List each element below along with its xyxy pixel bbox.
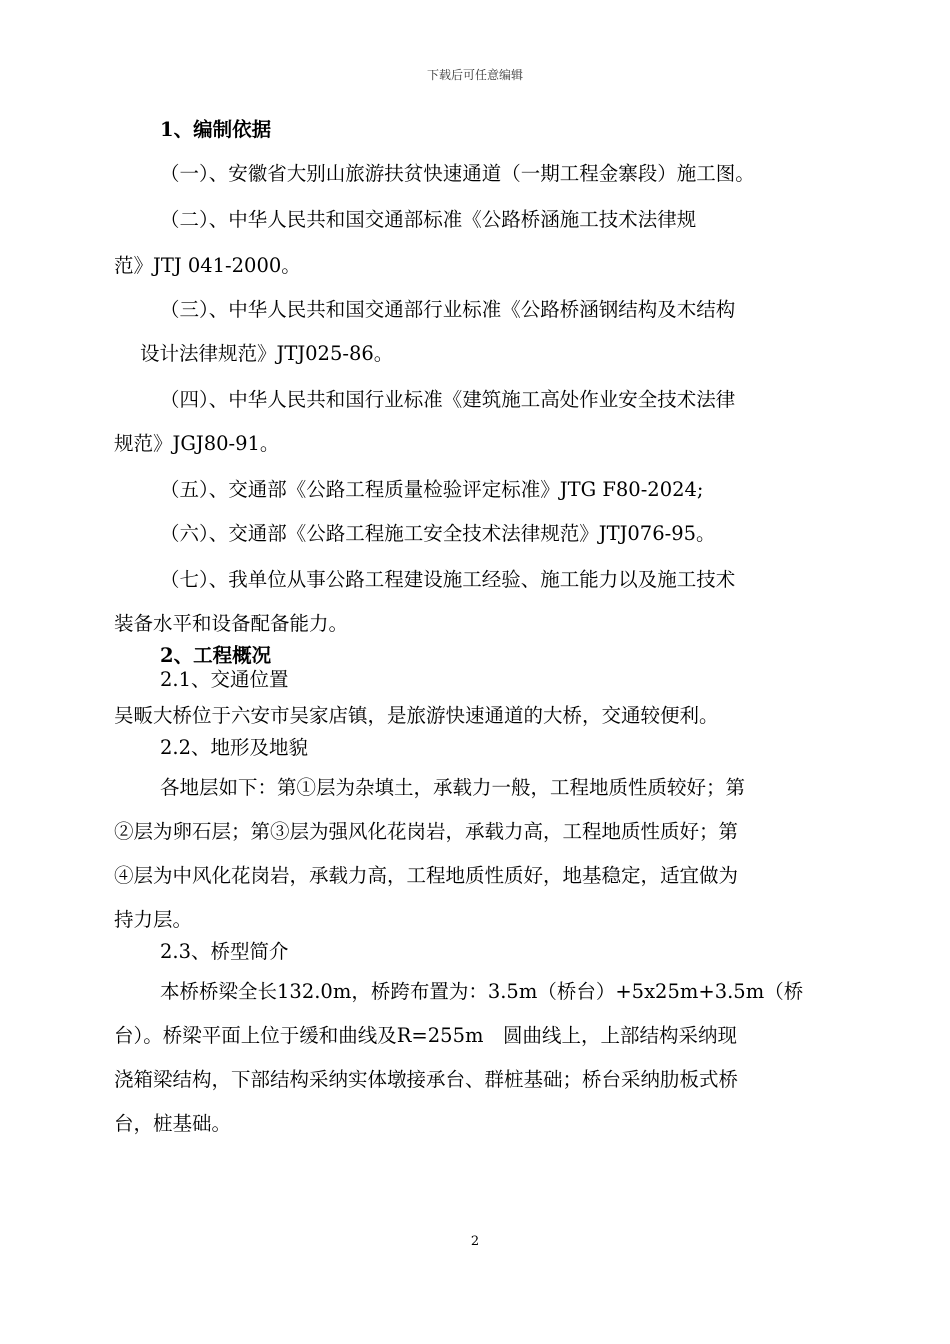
subsection-title: 2.1、交通位置 bbox=[160, 668, 289, 691]
basis-item-cont: 范》JTJ 041-2000。 bbox=[114, 254, 301, 277]
page-number: 2 bbox=[470, 1234, 480, 1249]
basis-item: （五）、交通部《公路工程质量检验评定标准》JTG F80-2024; bbox=[160, 478, 704, 501]
paragraph-line: 各地层如下：第①层为杂填土，承载力一般，工程地质性质较好；第 bbox=[160, 776, 746, 799]
paragraph-line: 本桥桥梁全长132.0m，桥跨布置为：3.5m（桥台）+5x25m+3.5m（桥 bbox=[160, 980, 804, 1003]
basis-item: （一）、安徽省大别山旅游扶贫快速通道（一期工程金寨段）施工图。 bbox=[160, 162, 755, 185]
basis-item: （四）、中华人民共和国行业标准《建筑施工高处作业安全技术法律 bbox=[160, 388, 736, 411]
paragraph-line: ②层为卵石层；第③层为强风化花岗岩，承载力高，工程地质性质好；第 bbox=[114, 820, 739, 843]
subsection-title: 2.3、桥型简介 bbox=[160, 940, 289, 963]
basis-item: （三）、中华人民共和国交通部行业标准《公路桥涵钢结构及木结构 bbox=[160, 298, 736, 321]
basis-item: （七）、我单位从事公路工程建设施工经验、施工能力以及施工技术 bbox=[160, 568, 736, 591]
basis-item: （二）、中华人民共和国交通部标准《公路桥涵施工技术法律规 bbox=[160, 208, 697, 231]
paragraph-line: 台，桩基础。 bbox=[114, 1112, 232, 1135]
paragraph-line: ④层为中风化花岗岩，承载力高，工程地质性质好，地基稳定，适宜做为 bbox=[114, 864, 739, 887]
basis-item: （六）、交通部《公路工程施工安全技术法律规范》JTJ076-95。 bbox=[160, 522, 716, 545]
paragraph-line: 持力层。 bbox=[114, 908, 193, 931]
basis-item-cont: 设计法律规范》JTJ025-86。 bbox=[140, 342, 394, 365]
page-header: 下载后可任意编辑 bbox=[426, 68, 523, 82]
paragraph-line: 台）。桥梁平面上位于缓和曲线及R=255m 圆曲线上，上部结构采纳现 bbox=[114, 1024, 737, 1047]
section-title: 2、工程概况 bbox=[160, 644, 272, 667]
subsection-title: 2.2、地形及地貌 bbox=[160, 736, 309, 759]
section-title: 1、编制依据 bbox=[160, 118, 272, 141]
paragraph-line: 吴畈大桥位于六安市吴家店镇，是旅游快速通道的大桥，交通较便利。 bbox=[114, 704, 719, 727]
paragraph-line: 浇箱梁结构，下部结构采纳实体墩接承台、群桩基础；桥台采纳肋板式桥 bbox=[114, 1068, 739, 1091]
basis-item-cont: 装备水平和设备配备能力。 bbox=[114, 612, 349, 635]
basis-item-cont: 规范》JGJ80-91。 bbox=[114, 432, 280, 455]
